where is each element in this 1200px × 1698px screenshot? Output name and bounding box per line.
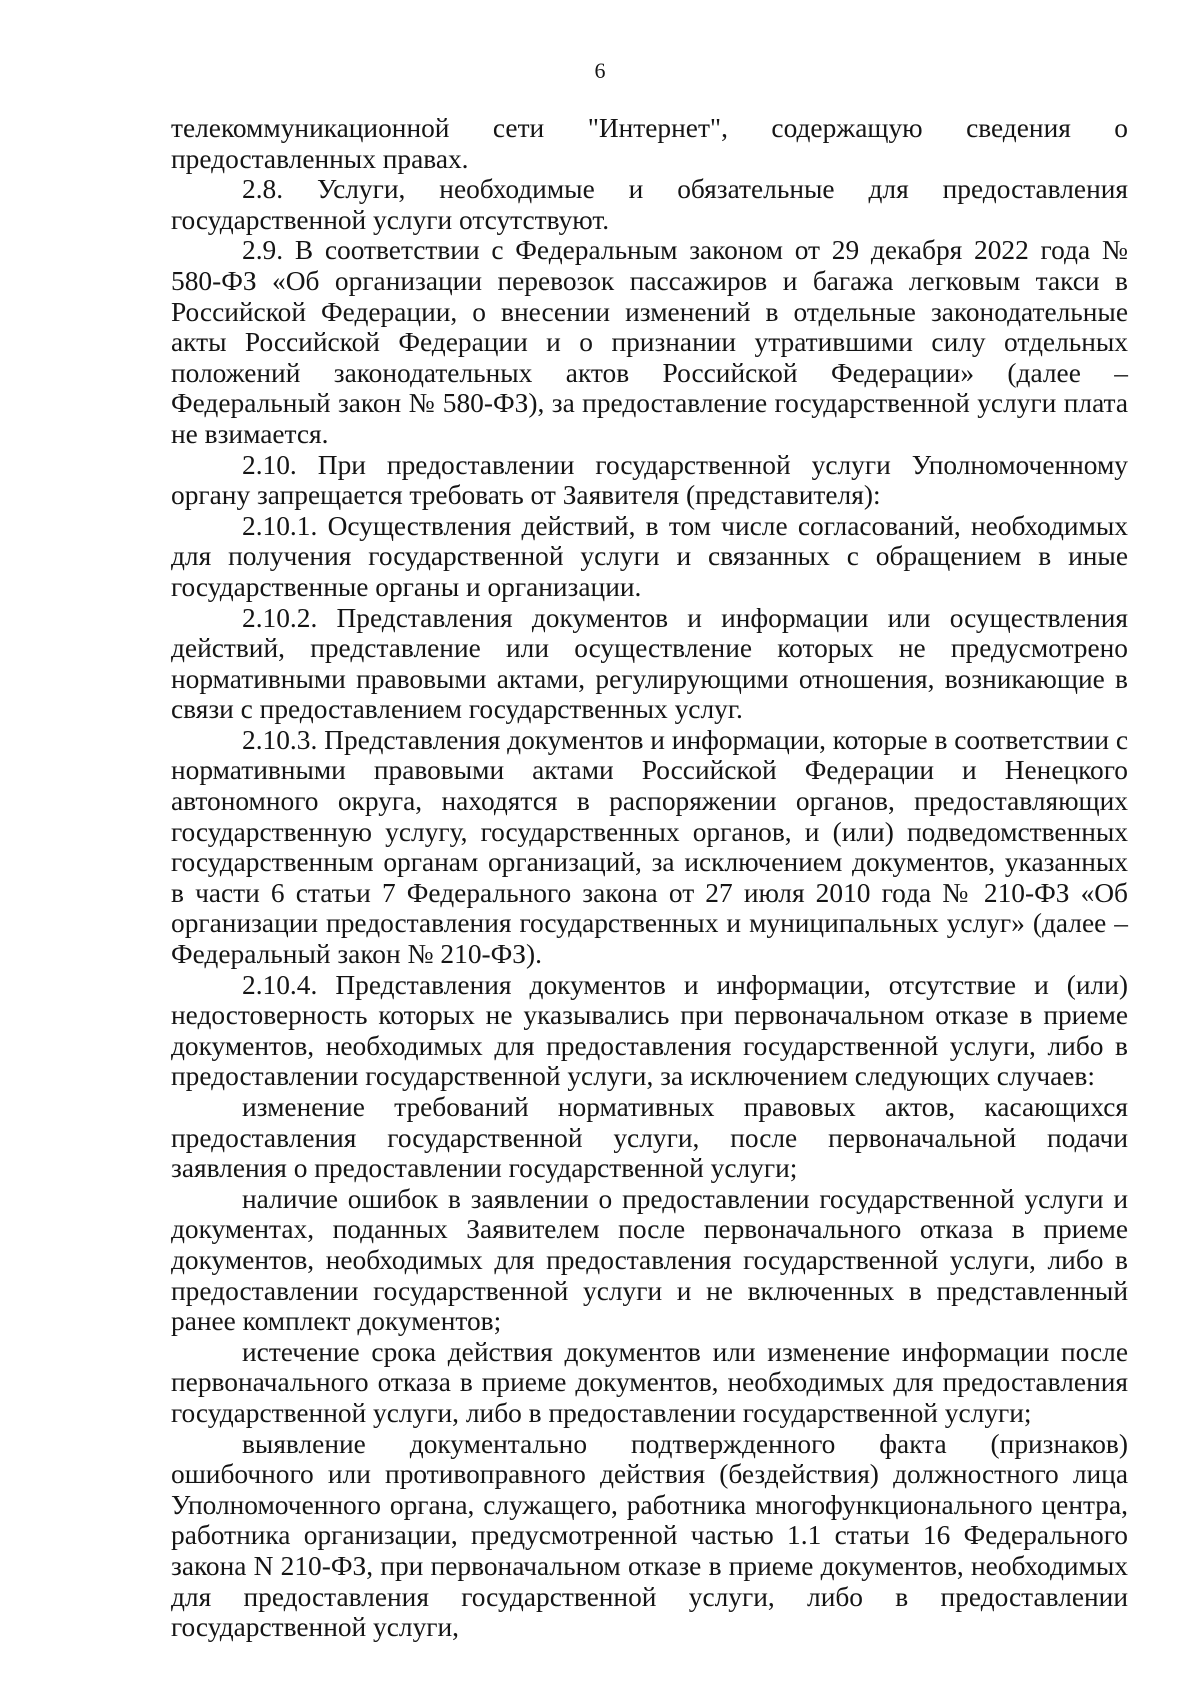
paragraph: телекоммуникационной сети "Интернет", содержащую сведения о предоставленных правах. <box>171 113 1128 174</box>
paragraph-2-10: 2.10. При предоставлении государственной услуги Уполномоченному органу запрещается требовать от Заявителя (представителя): <box>171 449 1128 511</box>
list-item-case: изменение требований нормативных правовых актов, касающихся предоставления государственной услуги, после первоначальной подачи заявления о предоставлении государственной услуги; <box>171 1092 1128 1184</box>
list-item-case: выявление документально подтвержденного факта (признаков) ошибочного или противоправного действия (бездействия) должностного лица Уполномоченного органа, служащего, работника многофункционального центра, работника организации, предусмотренной частью 1.1 статьи 16 Федерального закона N 210-ФЗ, при первоначальном отказе в приеме документов, необходимых для предоставления государственной услуги, либо в предоставлении государственной услуги, <box>171 1428 1128 1643</box>
list-item-case: наличие ошибок в заявлении о предоставлении государственной услуги и документах, поданных Заявителем после первоначального отказа в приеме документов, необходимых для предоставления государственной услуги, либо в предоставлении государственной услуги и не включенных в представленный ранее комплект документов; <box>171 1183 1128 1337</box>
page-number: 6 <box>594 58 606 83</box>
paragraph-2-9: 2.9. В соответствии с Федеральным законом от 29 декабря 2022 года № 580-ФЗ «Об организации перевозок пассажиров и багажа легковым такси в Российской Федерации, о внесении изменений в отдельные законодательные акты Российской Федерации и о признании утратившими силу отдельных положений законодательных актов Российской Федерации» (далее – Федеральный закон № 580-ФЗ), за предоставление государственной услуги плата не взимается. <box>171 235 1128 449</box>
paragraph-2-8: 2.8. Услуги, необходимые и обязательные для предоставления государственной услуги отсутствуют. <box>171 174 1128 235</box>
document-body <box>171 113 1128 1643</box>
paragraph-2-10-1: 2.10.1. Осуществления действий, в том числе согласований, необходимых для получения государственной услуги и связанных с обращением в иные государственные органы и организации. <box>171 510 1128 602</box>
paragraph-2-10-4: 2.10.4. Представления документов и информации, отсутствие и (или) недостоверность которых не указывались при первоначальном отказе в приеме документов, необходимых для предоставления государственной услуги, либо в предоставлении государственной услуги, за исключением следующих случаев: <box>171 969 1128 1092</box>
paragraph-2-10-3: 2.10.3. Представления документов и информации, которые в соответствии с нормативными правовыми актами Российской Федерации и Ненецкого автономного округа, находятся в распоряжении органов, предоставляющих государственную услугу, государственных органов, и (или) подведомственных государственным органам организаций, за исключением документов, указанных в части 6 статьи 7 Федерального закона от 27 июля 2010 года № 210-ФЗ «Об организации предоставления государственных и муниципальных услуг» (далее – Федеральный закон № 210-ФЗ). <box>171 724 1129 970</box>
list-item-case: истечение срока действия документов или изменение информации после первоначального отказа в приеме документов, необходимых для предоставления государственной услуги, либо в предоставлении государственной услуги; <box>171 1336 1128 1428</box>
paragraph-2-10-2: 2.10.2. Представления документов и информации или осуществления действий, представление или осуществление которых не предусмотрено нормативными правовыми актами, регулирующими отношения, возникающие в связи с предоставлением государственных услуг. <box>171 602 1128 725</box>
